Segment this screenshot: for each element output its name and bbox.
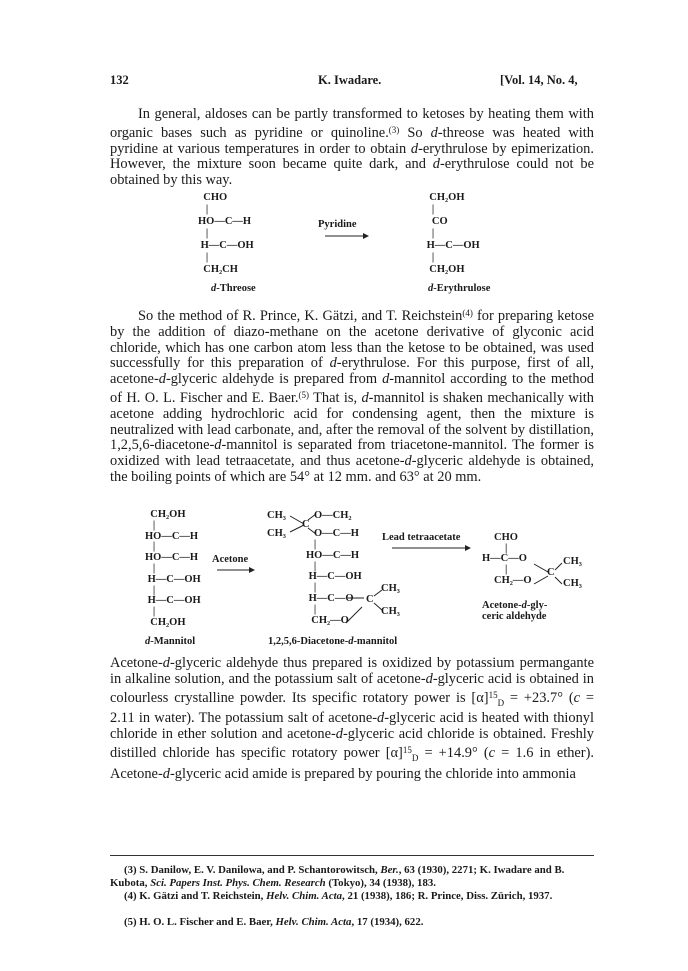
diacetone-label <box>268 636 397 647</box>
mannitol-structure-line: H—C—OH <box>145 595 201 607</box>
diacetone-structure-line: H—C—OH <box>306 571 362 583</box>
p1-text: was heated with pyridine at various temperatures in order to obtain <box>110 124 594 157</box>
p1-text: erythrulose by epimerization. However, the mixture soon became quite <box>110 140 594 173</box>
p1-line-1: In general, aldoses can be partly transformed to ketoses by heating <box>138 106 531 122</box>
threose-structure-line: | <box>198 252 209 263</box>
label-text: Acetone- <box>482 600 522 611</box>
aldehyde-line-3: CH₂—O <box>494 575 532 586</box>
p1-text: dark, and <box>369 156 433 173</box>
mannitol-structure-line: | <box>145 519 156 531</box>
aldehyde-c: C <box>547 567 555 578</box>
p1-line-2: them with organic bases such as pyridine or quinoline. <box>110 106 594 141</box>
diacetone-structure-line: HO—C—H <box>306 549 360 561</box>
erythrulose-structure-line: CH₂OH <box>424 264 465 275</box>
bond-line: | <box>306 582 317 594</box>
p1-text: - <box>418 140 423 157</box>
p1-text: So <box>399 124 431 141</box>
threose-structure-line: HO—C—H <box>198 216 252 227</box>
diacetone-c2: C <box>366 594 374 605</box>
mannitol-structure-line: | <box>145 562 156 574</box>
threose-structure-line: H—C—OH <box>198 240 254 251</box>
diacetone-me-bottom: CH₃ <box>267 528 286 539</box>
threose-structure-line: | <box>198 228 209 239</box>
label-italic: d <box>348 636 354 647</box>
label-text: -Mannitol <box>150 636 196 647</box>
aldehyde-me-1: CH₃ <box>563 556 582 567</box>
mannitol-structure-line: CH₂OH <box>145 616 186 628</box>
p1-text: -threose <box>437 124 485 141</box>
diacetone-o1: O—CH₂ <box>314 510 352 521</box>
diacetone-me-top: CH₃ <box>267 510 286 521</box>
bond-line: | <box>306 603 317 615</box>
threose-structure-line: CH₂CH <box>198 264 238 275</box>
footnote-4: (4) K. Gätzi and T. Reichstein, Helv. Chim. Acta, 21 (1938), 186; R. Prince, Diss. Zürich, 1937. <box>124 890 553 902</box>
footnote-3: (3) S. Danilow, E. V. Danilowa, and P. Schantorowitsch, Ber., 63 (1930), 2271; K. Iwadare and B. Kubota, Sci. Papers Inst. Phys. Chem. Research (Tokyo), 34 (1938), 183. <box>110 864 565 889</box>
erythrulose-structure-line: | <box>424 204 435 215</box>
mannitol-structure-line: | <box>145 541 156 553</box>
bond-line: | <box>306 560 317 572</box>
diacetone-o2: O—C—H <box>314 528 359 539</box>
label-italic: d <box>521 600 527 611</box>
threose-structure-line: CHO <box>198 192 228 203</box>
label-text: -gly- <box>526 600 548 611</box>
paragraph-3: Acetone-d-glyceric aldehyde thus prepared is oxidized by potassium permangante in alkaline solution, and the potassium salt of acetone-d-glyceric acid is obtained in colourless crystalline powder. Its specific rotatory power is $[\alpha]^{15}_D = +23.7^\circ$ (c = 2.11 in water). The potassium salt of acetone-d-glyceric acid is heated with thionyl chloride in ether solution and acetone-d-glyceric acid chloride is obtained. Freshly distilled chloride has specific rotatory power $[\alpha]^{15}_D = +14.9^\circ$ (c = 1.6 in ether). Acetone-d-glyceric acid amide is prepared by pouring the chloride into ammonia <box>110 655 594 782</box>
running-volume: [Vol. 14, No. 4, <box>500 73 578 87</box>
ref-3: (3) <box>388 124 400 135</box>
mannitol-structure-line: HO—C—H <box>145 552 199 564</box>
label-text: 1,2,5,6-Diacetone- <box>268 636 349 647</box>
lead-tetraacetate-reagent: Lead tetraacetate <box>382 532 461 543</box>
diacetone-me-4: CH₃ <box>381 606 400 617</box>
paragraph-2: So the method of R. Prince, K. Gätzi, and T. Reichstein$^{(4)}$ for preparing ketose by the addition of diazo-methane on the acetone derivative of glyconic acid chloride, which has one carbon atom less than the ketose to be obtained, was used successfully for this preparation of d-erythrulose. For this purpose, first of all, acetone-d-glyceric aldehyde is prepared from d-mannitol according to the method of H. O. L. Fischer and E. Baer.$^{(5)}$ That is, d-mannitol is shaken mechanically with acetone adding hydrochloric acid for condensing agent, then the mixture is neutralized with lead carbonate, and, after the removal of the solvent by distillation, 1,2,5,6-diacetone-d-mannitol is separated from triacetone-mannitol. The former is oxidized with lead tetraacetate, and thus acetone-d-glyceric aldehyde is obtained, the boiling points of which are 54° at 12 mm. and 63° at 20 mm. <box>110 308 594 485</box>
aldehyde-label-1 <box>482 600 547 611</box>
footnote-5: (5) H. O. L. Fischer and E. Baer, Helv. Chim. Acta, 17 (1934), 622. <box>124 916 424 928</box>
p1-text: -erythrulose could not be obtained by this way. <box>110 156 594 189</box>
bond-line: | <box>306 539 317 550</box>
aldehyde-bond: | <box>505 543 508 554</box>
pyridine-reagent: Pyridine <box>318 219 357 230</box>
label-text: -mannitol <box>353 636 398 647</box>
page-number: 132 <box>110 73 129 87</box>
mannitol-structure-line: H—C—OH <box>145 573 201 585</box>
aldehyde-label-2: ceric aldehyde <box>482 611 547 622</box>
diacetone-me-3: CH₃ <box>381 583 400 594</box>
label-italic: d <box>428 283 434 294</box>
diacetone-chain <box>306 540 362 626</box>
erythrulose-structure-line: | <box>424 252 435 263</box>
label-text: -Threose <box>216 283 256 294</box>
mannitol-structure-line: | <box>145 584 156 596</box>
p1-italic: d <box>410 140 419 157</box>
label-text: -Erythrulose <box>433 283 491 294</box>
threose-structure-line: | <box>198 204 209 215</box>
mannitol-structure-line: HO—C—H <box>145 530 199 542</box>
diacetone-structure-line: CH₂—O <box>306 614 349 626</box>
diacetone-structure-line: H—C—O <box>306 592 354 604</box>
acetone-reagent: Acetone <box>212 554 249 565</box>
diacetone-acetal-c: C <box>302 519 310 530</box>
aldehyde-cho: CHO <box>494 532 518 543</box>
aldehyde-bond-2: | <box>505 564 508 575</box>
erythrulose-structure-line: | <box>424 228 435 239</box>
label-italic: d <box>211 283 217 294</box>
mannitol-structure-line: | <box>145 606 156 618</box>
footnote-rule <box>110 855 594 856</box>
running-author: K. Iwadare. <box>318 73 382 87</box>
erythrulose-structure-line: H—C—OH <box>424 240 480 251</box>
erythrulose-structure-line: CH₂OH <box>424 192 465 203</box>
label-italic: d <box>145 636 151 647</box>
p1-italic: d <box>430 124 438 141</box>
aldehyde-me-2: CH₃ <box>563 578 582 589</box>
erythrulose-structure-line: CO <box>424 216 448 227</box>
aldehyde-line-2: H—C—O <box>482 553 527 564</box>
mannitol-structure-line: CH₂OH <box>145 509 186 520</box>
p1-italic: d <box>432 156 440 173</box>
